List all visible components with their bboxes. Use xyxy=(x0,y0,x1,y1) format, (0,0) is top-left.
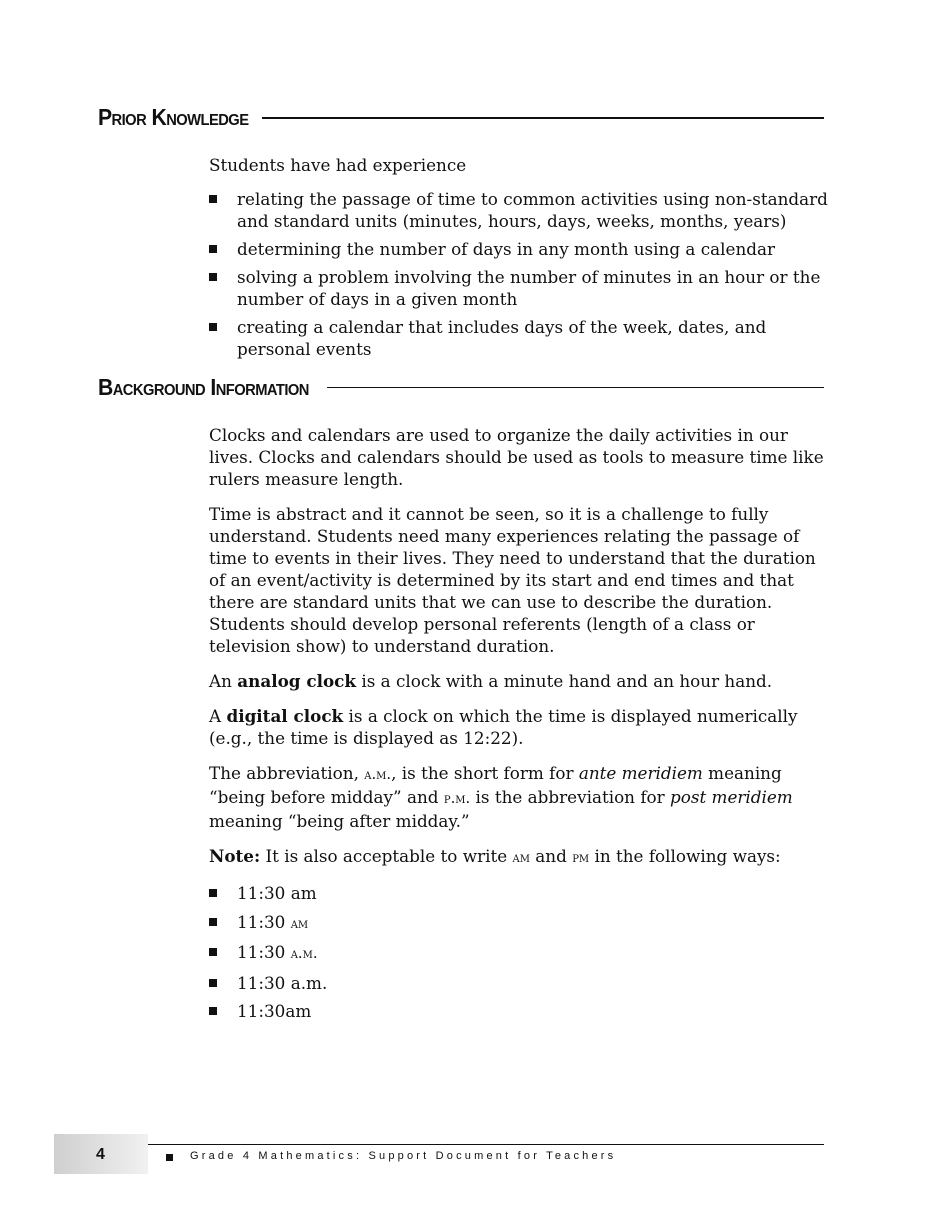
analog-clock-term: analog clock xyxy=(237,671,356,691)
footer-document-title: Grade 4 Mathematics: Support Document for Teachers xyxy=(190,1150,617,1162)
square-bullet-icon xyxy=(209,195,217,203)
background-paragraph-time: Time is abstract and it cannot be seen, so it is a challenge to fully understand. Students need many experiences relating the passage of time to events in their lives. They need to understand that the duration of an event/activity is determined by its start and end times and that there are standard units that we can use to describe the duration. Students should develop personal referents (length of a class or television show) to understand duration. xyxy=(209,504,816,656)
digital-clock-definition: A digital clock is a clock on which the time is displayed numerically (e.g., the time is displayed as 12:22). xyxy=(209,706,798,748)
analog-clock-definition: An analog clock is a clock with a minute hand and an hour hand. xyxy=(209,671,773,691)
prior-knowledge-list xyxy=(209,188,829,360)
am-abbreviation: a.m. xyxy=(364,766,392,783)
list-item: 11:30 am xyxy=(209,882,829,904)
prior-knowledge-body xyxy=(209,154,829,366)
list-item: relating the passage of time to common activities using non-standard and standard units (minutes, hours, days, weeks, months, years) xyxy=(209,188,829,232)
time-format-list xyxy=(209,882,829,1022)
list-item: 11:30am xyxy=(209,1000,829,1022)
square-bullet-icon xyxy=(209,979,217,987)
heading-rule xyxy=(262,117,824,119)
list-item: 11:30 am xyxy=(209,911,829,935)
post-meridiem-term: post meridiem xyxy=(670,787,793,807)
pm-abbreviation: p.m. xyxy=(443,790,471,807)
note-paragraph: Note: It is also acceptable to write am and pm in the following ways: xyxy=(209,846,781,866)
footer-rule xyxy=(148,1144,824,1145)
square-bullet-icon xyxy=(209,889,217,897)
digital-clock-term: digital clock xyxy=(226,706,344,726)
list-item: determining the number of days in any month using a calendar xyxy=(209,238,829,260)
square-bullet-icon xyxy=(166,1154,173,1161)
square-bullet-icon xyxy=(209,323,217,331)
prior-knowledge-heading xyxy=(98,104,824,131)
page-number: 4 xyxy=(96,1146,105,1163)
square-bullet-icon xyxy=(209,948,217,956)
square-bullet-icon xyxy=(209,1007,217,1015)
list-item: creating a calendar that includes days of the week, dates, and personal events xyxy=(209,316,829,360)
heading-rule xyxy=(327,387,824,388)
ante-meridiem-term: ante meridiem xyxy=(578,763,703,783)
background-information-title: Background Information xyxy=(98,374,309,400)
prior-knowledge-title: Prior Knowledge xyxy=(98,104,249,130)
square-bullet-icon xyxy=(209,273,217,281)
square-bullet-icon xyxy=(209,918,217,926)
abbreviation-paragraph: The abbreviation, a.m., is the short form for ante meridiem meaning “being before midday” and p.m. is the abbreviation for post meridiem meaning “being after midday.” xyxy=(209,763,793,831)
list-item: 11:30 a.m. xyxy=(209,941,829,965)
prior-knowledge-intro: Students have had experience xyxy=(209,155,467,175)
list-item: solving a problem involving the number of minutes in an hour or the number of days in a given month xyxy=(209,266,829,310)
background-information-body xyxy=(209,424,829,1029)
background-information-heading xyxy=(98,374,824,401)
square-bullet-icon xyxy=(209,245,217,253)
list-item: 11:30 a.m. xyxy=(209,972,829,994)
background-paragraph-clocks: Clocks and calendars are used to organize the daily activities in our lives. Clocks and calendars should be used as tools to measure time like rulers measure length. xyxy=(209,425,824,489)
note-label: Note: xyxy=(209,846,261,866)
